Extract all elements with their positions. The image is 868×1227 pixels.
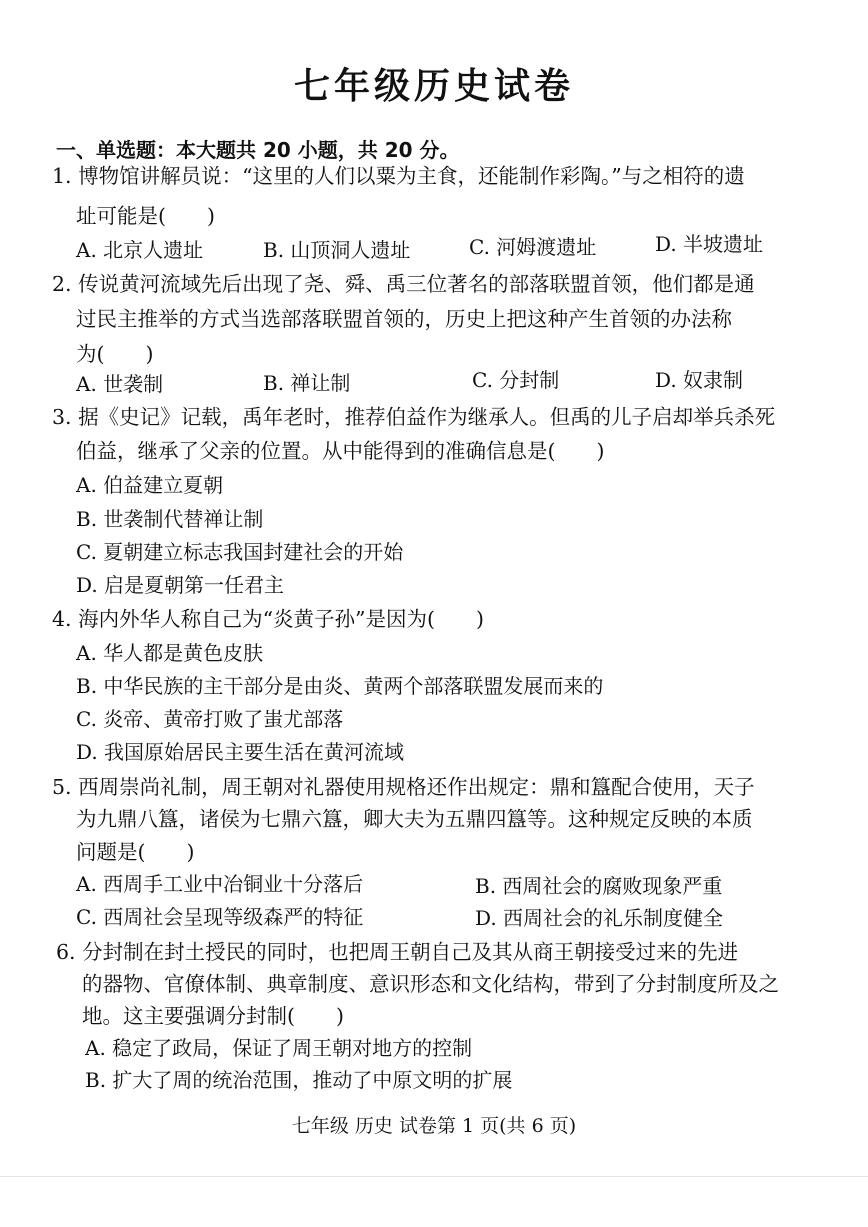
question-3-line-1: 3. 据《史记》记载，禹年老时，推荐伯益作为继承人。但禹的儿子启却举兵杀死 [52, 405, 776, 429]
question-4-option-b: B. 中华民族的主干部分是由炎、黄两个部落联盟发展而来的 [76, 674, 604, 698]
question-5-option-a: A. 西周手工业中冶铜业十分落后 [76, 872, 364, 896]
question-3-option-d: D. 启是夏朝第一任君主 [76, 573, 285, 597]
question-6-line-1: 6. 分封制在封土授民的同时，也把周王朝自己及其从商王朝接受过来的先进 [56, 940, 739, 964]
question-4-option-a: A. 华人都是黄色皮肤 [76, 641, 264, 665]
question-4-option-d: D. 我国原始居民主要生活在黄河流域 [76, 740, 405, 764]
question-4-option-c: C. 炎帝、黄帝打败了蚩尤部落 [76, 707, 344, 731]
question-4-line-1: 4. 海内外华人称自己为“炎黄子孙”是因为( ) [52, 607, 485, 631]
question-5-line-1: 5. 西周崇尚礼制，周王朝对礼器使用规格还作出规定：鼎和簋配合使用，天子 [52, 775, 755, 799]
question-1-line-1: 1. 博物馆讲解员说：“这里的人们以粟为主食，还能制作彩陶。”与之相符的遗 [52, 164, 745, 188]
question-5-option-c: C. 西周社会呈现等级森严的特征 [76, 905, 364, 929]
question-6-line-2: 的器物、官僚体制、典章制度、意识形态和文化结构，带到了分封制度所及之 [82, 972, 779, 996]
question-3-option-a: A. 伯益建立夏朝 [76, 473, 224, 497]
question-2-option-d: D. 奴隶制 [655, 368, 744, 392]
question-1-option-c: C. 河姆渡遗址 [469, 235, 597, 259]
question-3-line-2: 伯益，继承了父亲的位置。从中能得到的准确信息是( ) [76, 439, 605, 463]
section-heading: 一、单选题：本大题共 20 小题，共 20 分。 [56, 138, 460, 162]
question-1-option-d: D. 半坡遗址 [655, 232, 764, 256]
question-2-option-b: B. 禅让制 [263, 371, 351, 395]
question-2-option-a: A. 世袭制 [76, 372, 164, 396]
question-6-line-3: 地。这主要强调分封制( ) [82, 1004, 344, 1028]
question-5-option-b: B. 西周社会的腐败现象严重 [475, 874, 723, 898]
question-2-line-2: 过民主推举的方式当选部落联盟首领的，历史上把这种产生首领的办法称 [76, 307, 732, 331]
question-5-line-3: 问题是( ) [76, 840, 195, 864]
question-3-option-b: B. 世袭制代替禅让制 [76, 507, 264, 531]
page-title: 七年级历史试卷 [293, 66, 574, 107]
question-5-line-2: 为九鼎八簋，诸侯为七鼎六簋，卿大夫为五鼎四簋等。这种规定反映的本质 [76, 807, 753, 831]
page-footer: 七年级 历史 试卷第 1 页(共 6 页) [291, 1115, 577, 1137]
question-2-option-c: C. 分封制 [472, 368, 560, 392]
question-2-line-1: 2. 传说黄河流域先后出现了尧、舜、禹三位著名的部落联盟首领，他们都是通 [52, 272, 755, 296]
question-3-option-c: C. 夏朝建立标志我国封建社会的开始 [76, 540, 404, 564]
question-6-option-a: A. 稳定了政局，保证了周王朝对地方的控制 [85, 1036, 473, 1060]
question-5-option-d: D. 西周社会的礼乐制度健全 [475, 906, 724, 930]
question-1-line-2: 址可能是( ) [76, 204, 215, 228]
question-1-option-a: A. 北京人遗址 [76, 238, 204, 262]
question-2-line-3: 为( ) [76, 342, 154, 366]
question-1-option-b: B. 山顶洞人遗址 [263, 238, 411, 262]
bottom-divider [0, 1176, 868, 1177]
question-6-option-b: B. 扩大了周的统治范围，推动了中原文明的扩展 [85, 1068, 513, 1092]
